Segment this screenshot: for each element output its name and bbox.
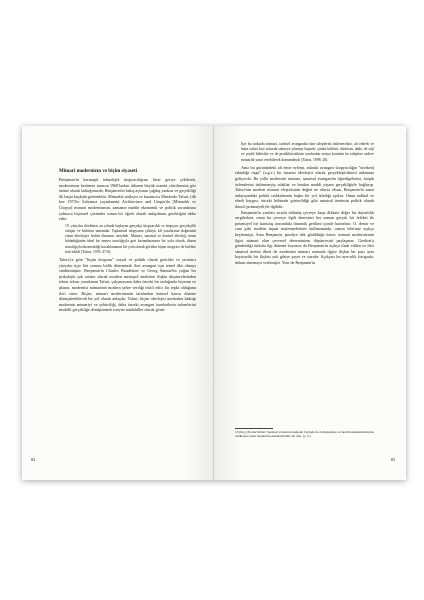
paragraph: Benjamin'in karmaşık teknolojik ütopyacılığına, birar geriye çekilerek, modernizme beslenen inancın 1960'lardan itibaren büyük oranda yitirilmesini göz önüne alarak baktığımızda, Benjamin'in bakış açısının çağdaş yankısı ve geçerliliği ilk başta kuşkulu görünebilir. Mimarlık tarihçisi ve kuramcısı Manfredo Tafuri, (ilk kez 1973'te İtalyanca yayınlanan) Architecture and Utopia'da [Mimarlık ve Ütopya] mimari modernizmin, zamanın madde ekonomik ve politik sorunlarına yalnızca biçimsel çözümler sunan bir öğreti olarak anlaşılması gerektiğini iddia eder: [59,177,196,222]
block-quote: 19. yüzyılın dördüncü on yılında başlayan gerçekçi ütopyacılık ve ütopyacı gerçekçilik örtüşür ve birbirini tamamlar. Toplumsal ütopyanın çöküşü, klt yasalarının doğasında yatan ideolojiye teslim olmasını onayladı. Mimari, sanatsal ve kentsel ideoloji, insan bütünlüğünün ideal bir sentez aracılığıyla geri kazanılmasının bir yolu olarak, düzen aracılığıyla düzensizliği kucaklamanın bir yolu olarak görülen biçim ütopyası ile birlikte terk edildi (Tafuri, 1976: 47-8). [65,223,196,254]
footnote-rule [235,428,273,429]
right-page [214,126,406,480]
left-page [22,126,214,480]
footnote: 13 [Ing.] Productivism: Sanatsal yaratımın değerini faydada ile özdeşleştiren ve üretim mekanizmalarına odaklanan sanat hareketi konstrüktivizmin bir dalı. (ç. n.) [235,430,374,439]
left-page-text [59,168,196,313]
book-spread [22,126,406,480]
page-number: 83 [390,457,395,462]
section-heading: Mimari modernizm ve biçim siyaseti [59,169,138,174]
right-page-text [235,140,374,266]
paragraph: Benjamin'in yazıları ısrarla ödüntüş çevreye karşı dikkate değer bir duyarlılık sergilerken, onun bu çevreye ilgili deneyimi her zaman gerçek bir feleket ile potansiyel bir kurtuluş arasındaki dinamik gerilimi içinde barındırır. O, demir ve cam gibi modern inşaat malzemelerinin kullanımında, camın teleriniz açıkça keşfetmişti. Ama Benjamin, şimdiye dek görüldüğü üzere, mimari modernizmin ilgisi mimari olan çevresel determinizm düşüncesini paylaşmaz. Giedion'a gönderdiği tutkulu ilgi dönemi boyunca da Benjamin'in açıkça ifade edilen ve ileri sanatsal üretim ilkeri de modernist mimarı arasında ilgiye ilişkin bir payı aynı kayıtsızlık bir ilişkisi yok gibiye şayet ve yazıdır. Açıkçası bu ayrıcalık fotografa, dahası sinemaya verilmiştir. Yine de Benjamin'in [235,209,374,265]
page-number: 82 [31,457,36,462]
block-quote: İşte bu noktada mimari, tarihsel avangardın tüm taleplerini üstlenecektir, alt ederek ve hatta onları kriz sokarak sahneye çıkmayı başardı; çünkü kültürü, fütürizm, dada, de stijl ve çeşitli kübistler ve de prodüktivistlerin tarafından ortaya konulan bu taleplere sadece mimarlık yanıt verebilecek konumdaydı (Tafuri, 1998: 20). [241,142,374,162]
paragraph: Ama bu görünürdeki alt etme eylemi, aslında avangart ütopyacılığın "üretken) etkinliğe özgü" (a.g.e.) bir tasarım ideolojisi olarak gerçekleştirilmesi anlamına geliyordu. Bu yolla modernist mimari, sanatsal avangardın öğretilgelerini, ütopik özlemlerini üstlenmeyip odaklar ve bunları maddi yaşam gerçekliğiyle bağlayıp. Tafuri'nin modern mimari eleştirisinin değeri ne olursa olsun, Benjamin'in sanat anlayışındaki politik radikalizmin başka bir yol izlediği açıktır. Onun radikal ve ebedi kaygısı, önceki bölümde gösterildiği gibi sanatsal üretimin politik olarak ikincil potansiyeliyle ilgilidir. [235,164,374,209]
paragraph: Tafuri'ye göre "biçim ütopyası" sosyal ve politik olarak gericidir ve yirminci yüzyılın üçte biri sonrası birlik döneminde ileri avangart için temel ilke olmayı sürdürmüştür. Benjamin'in Charles Baudelaire ve Georg Simmel'in yoğun bir psikolojik şok ortamı olarak modern metropol analizine ilişkin düşüncelerinden tekrar tekrar yararlanan Tafuri, çalışmasının daha önceki bir taslağında biçimin ve planın, modernist mimarinin modern şehre verdiği telafi edici bir tepki olduğunu ileri sürer. Biçim, mimari modernizmin tarafından kentsel kaosu düzene dönüştürebilecek bir yol olarak anlaşılır. Tafuri, biçim ideolojisi üzerinden baktığı modernist mimariyi ve şehirciliği, daha önceki avangart hareketlerin özlemlerini modelli gerçekliğe dönüştürmek isteyen müdahiller olarak görür: [59,256,196,313]
